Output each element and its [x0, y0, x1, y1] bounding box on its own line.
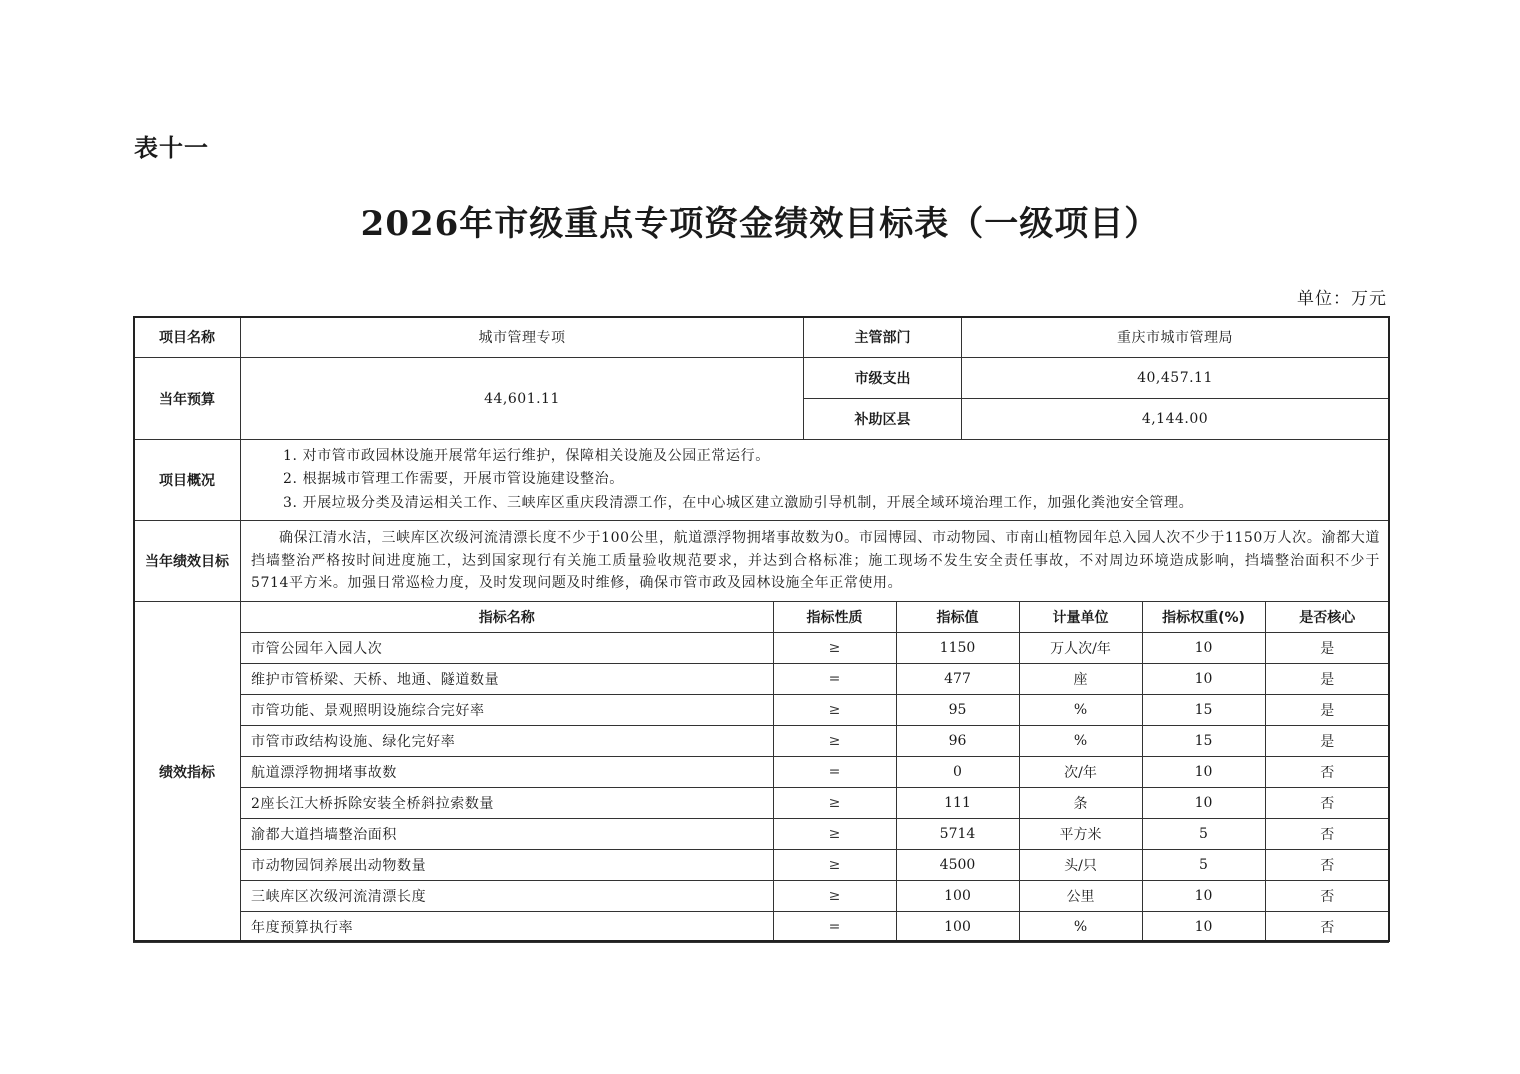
indicator-unit: 公里	[1019, 881, 1142, 912]
goal-text: 确保江清水洁，三峡库区次级河流清漂长度不少于100公里，航道漂浮物拥堵事故数为0。市园博园、市动物园、市南山植物园年总入园人次不少于1150万人次。渝都大道挡墙整治严格按时间进度施工，达到国家现行有关施工质量验收规范要求，并达到合格标准；施工现场不发生安全责任事故，不对周边环境造成影响，挡墙整治面积不少于5714平方米。加强日常巡检力度，及时发现问题及时维修，确保市管市政及园林设施全年正常使用。	[241, 521, 1389, 602]
goal-label: 当年绩效目标	[134, 521, 241, 602]
indicator-weight: 10	[1142, 912, 1265, 943]
indicator-core: 否	[1265, 757, 1389, 788]
table-row	[241, 881, 1389, 912]
table-row	[241, 788, 1389, 819]
indicator-unit: 座	[1019, 664, 1142, 695]
indicator-unit: 万人次/年	[1019, 633, 1142, 664]
project-name-label: 项目名称	[134, 317, 241, 358]
indicator-weight: 15	[1142, 726, 1265, 757]
indicator-unit: %	[1019, 726, 1142, 757]
indicator-core: 否	[1265, 881, 1389, 912]
indicator-core: 是	[1265, 664, 1389, 695]
table-row	[241, 819, 1389, 850]
indicator-unit: 条	[1019, 788, 1142, 819]
indicator-nature: ≥	[773, 819, 896, 850]
col-header-weight: 指标权重(%)	[1142, 602, 1265, 633]
indicator-value: 100	[896, 881, 1019, 912]
indicator-core: 否	[1265, 819, 1389, 850]
col-header-value: 指标值	[896, 602, 1019, 633]
indicator-value: 5714	[896, 819, 1019, 850]
project-name-value: 城市管理专项	[241, 317, 804, 358]
col-header-core: 是否核心	[1265, 602, 1389, 633]
indicator-table	[241, 602, 1389, 942]
indicator-nature: =	[773, 664, 896, 695]
indicator-name: 维护市管桥梁、天桥、地通、隧道数量	[241, 664, 773, 695]
district-subsidy-value: 4,144.00	[962, 399, 1389, 440]
overview-item: 3. 开展垃圾分类及清运相关工作、三峡库区重庆段清漂工作，在中心城区建立激励引导机制，开展全域环境治理工作，加强化粪池安全管理。	[283, 494, 1194, 511]
indicator-value: 4500	[896, 850, 1019, 881]
indicator-weight: 10	[1142, 788, 1265, 819]
indicator-core: 否	[1265, 912, 1389, 943]
overview-item: 1. 对市管市政园林设施开展常年运行维护，保障相关设施及公园正常运行。	[283, 447, 770, 464]
indicator-name: 航道漂浮物拥堵事故数	[241, 757, 773, 788]
indicator-name: 渝都大道挡墙整治面积	[241, 819, 773, 850]
unit-note: 单位：万元	[1297, 289, 1387, 309]
indicator-nature: ≥	[773, 788, 896, 819]
col-header-name: 指标名称	[241, 602, 773, 633]
indicator-core: 否	[1265, 850, 1389, 881]
overview-text	[241, 440, 1389, 521]
table-row	[241, 850, 1389, 881]
col-header-nature: 指标性质	[773, 602, 896, 633]
indicator-weight: 10	[1142, 881, 1265, 912]
city-expense-value: 40,457.11	[962, 358, 1389, 399]
indicator-nature: ≥	[773, 881, 896, 912]
indicator-value: 0	[896, 757, 1019, 788]
table-row	[241, 633, 1389, 664]
indicator-weight: 10	[1142, 633, 1265, 664]
indicator-core: 是	[1265, 726, 1389, 757]
indicators-label: 绩效指标	[134, 602, 241, 943]
indicator-core: 是	[1265, 633, 1389, 664]
indicator-unit: %	[1019, 912, 1142, 943]
indicator-value: 100	[896, 912, 1019, 943]
indicator-nature: ≥	[773, 633, 896, 664]
indicator-unit: %	[1019, 695, 1142, 726]
indicator-value: 96	[896, 726, 1019, 757]
indicator-name: 2座长江大桥拆除安装全桥斜拉索数量	[241, 788, 773, 819]
indicator-weight: 5	[1142, 850, 1265, 881]
indicator-unit: 平方米	[1019, 819, 1142, 850]
indicator-value: 477	[896, 664, 1019, 695]
indicator-core: 是	[1265, 695, 1389, 726]
col-header-unit: 计量单位	[1019, 602, 1142, 633]
indicator-core: 否	[1265, 788, 1389, 819]
table-row	[241, 695, 1389, 726]
city-expense-label: 市级支出	[804, 358, 962, 399]
indicator-name: 年度预算执行率	[241, 912, 773, 943]
table-row	[241, 912, 1389, 943]
budget-value: 44,601.11	[241, 358, 804, 440]
indicator-unit: 头/只	[1019, 850, 1142, 881]
indicator-nature: =	[773, 757, 896, 788]
table-row	[241, 757, 1389, 788]
budget-label: 当年预算	[134, 358, 241, 440]
department-value: 重庆市城市管理局	[962, 317, 1389, 358]
indicator-nature: =	[773, 912, 896, 943]
indicator-weight: 15	[1142, 695, 1265, 726]
performance-table	[133, 316, 1389, 943]
indicator-nature: ≥	[773, 726, 896, 757]
department-label: 主管部门	[804, 317, 962, 358]
table-row	[241, 726, 1389, 757]
district-subsidy-label: 补助区县	[804, 399, 962, 440]
indicator-weight: 5	[1142, 819, 1265, 850]
indicator-value: 95	[896, 695, 1019, 726]
document-label: 表十一	[134, 134, 209, 162]
indicator-nature: ≥	[773, 695, 896, 726]
indicator-name: 市动物园饲养展出动物数量	[241, 850, 773, 881]
indicator-name: 市管市政结构设施、绿化完好率	[241, 726, 773, 757]
indicator-name: 市管功能、景观照明设施综合完好率	[241, 695, 773, 726]
indicator-name: 三峡库区次级河流清漂长度	[241, 881, 773, 912]
indicator-nature: ≥	[773, 850, 896, 881]
indicators-cell	[241, 602, 1389, 943]
page-title: 2026年市级重点专项资金绩效目标表（一级项目）	[360, 204, 1160, 244]
overview-item: 2. 根据城市管理工作需要，开展市管设施建设整治。	[283, 471, 624, 488]
indicator-weight: 10	[1142, 664, 1265, 695]
indicator-value: 111	[896, 788, 1019, 819]
indicator-value: 1150	[896, 633, 1019, 664]
indicator-weight: 10	[1142, 757, 1265, 788]
overview-label: 项目概况	[134, 440, 241, 521]
indicator-unit: 次/年	[1019, 757, 1142, 788]
indicator-name: 市管公园年入园人次	[241, 633, 773, 664]
table-row	[241, 664, 1389, 695]
